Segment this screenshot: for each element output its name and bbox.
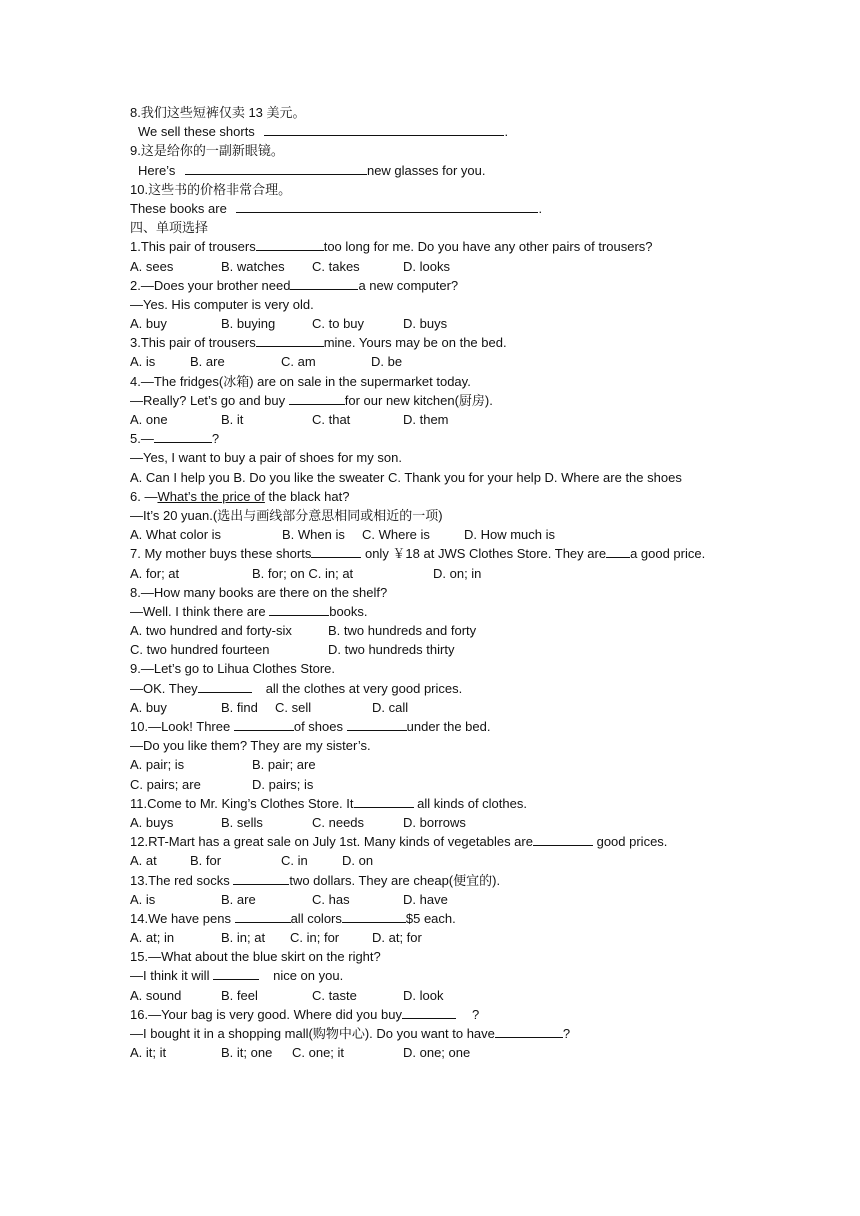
q16-option-c[interactable]: C. one; it <box>292 1045 345 1061</box>
q12-stem-b: good prices. <box>596 834 668 850</box>
q10-option-c[interactable]: C. pairs; are <box>130 776 201 792</box>
q2-reply: —Yes. His computer is very old. <box>130 296 314 312</box>
q12-option-b[interactable]: B. for <box>190 853 222 869</box>
mc-q10-options-row2 <box>130 775 730 794</box>
q12-blank[interactable] <box>533 833 593 846</box>
mc-q7-options <box>130 564 730 583</box>
q15-blank[interactable] <box>213 967 259 980</box>
q7-option-bc[interactable]: B. for; on C. in; at <box>252 565 354 581</box>
mc-q2-options <box>130 314 730 333</box>
q4-option-c[interactable]: C. that <box>312 412 351 427</box>
q1-option-d[interactable]: D. looks <box>403 258 450 274</box>
worksheet-content <box>130 103 730 1062</box>
q10-translation-line <box>130 199 730 218</box>
q8-translation-prompt: 8.我们这些短裤仅卖 13 美元。 <box>130 105 306 120</box>
q2-stem-b: a new computer? <box>358 277 459 293</box>
q16-blank-1[interactable] <box>402 1006 456 1019</box>
q13-stem-b: two dollars. They are cheap(便宜的). <box>289 872 501 888</box>
q12-option-d[interactable]: D. on <box>342 853 374 869</box>
q12-stem-a: 12.RT-Mart has a great sale on July 1st. Many kinds of vegetables are <box>130 834 533 850</box>
mc-q8-options-row2 <box>130 640 730 659</box>
mc-q8-reply <box>130 602 730 621</box>
q11-blank[interactable] <box>354 795 414 808</box>
q9-en-text: Here’s <box>138 162 176 178</box>
q9-option-c[interactable]: C. sell <box>275 699 312 715</box>
q9-blank[interactable] <box>198 680 252 693</box>
q14-stem-b: all colors <box>290 910 342 926</box>
q16-option-a[interactable]: A. it; it <box>130 1045 167 1061</box>
mc-q13-stem <box>130 871 730 890</box>
q11-stem-a: 11.Come to Mr. King’s Clothes Store. It <box>130 795 354 811</box>
q10-option-a[interactable]: A. pair; is <box>130 757 185 773</box>
q10-end-text: . <box>538 200 543 216</box>
q1-option-c[interactable]: C. takes <box>312 258 360 274</box>
q6-underlined-phrase: What’s the price of <box>157 488 265 504</box>
mc-q3-options <box>130 352 730 371</box>
q4-option-d[interactable]: D. them <box>403 412 449 427</box>
q8-en-text: We sell these shorts <box>138 124 255 140</box>
mc-q4-reply <box>130 391 730 410</box>
q7-option-d[interactable]: D. on; in <box>433 565 482 581</box>
q6-stem-b: the black hat? <box>264 488 350 504</box>
q16-blank-2[interactable] <box>495 1025 563 1038</box>
q14-stem-c: $5 each. <box>405 910 456 926</box>
q9-option-d[interactable]: D. call <box>372 699 409 715</box>
q14-option-d[interactable]: D. at; for <box>372 930 422 946</box>
mc-q16-stem <box>130 1005 730 1024</box>
q3-option-c[interactable]: C. am <box>281 354 316 370</box>
q12-option-c[interactable]: C. in <box>281 853 308 869</box>
q4-blank[interactable] <box>289 392 345 405</box>
q8-stem-b: books. <box>329 603 368 619</box>
q7-blank-2[interactable] <box>606 545 630 558</box>
q10-blank-2[interactable] <box>347 718 407 731</box>
q6-option-a[interactable]: A. What color is <box>130 527 222 543</box>
q9-option-b[interactable]: B. find <box>221 699 258 715</box>
mc-q5-options[interactable]: A. Can I help you B. Do you like the sweater C. Thank you for your help D. Where are the shoes <box>130 469 682 485</box>
q10-en-text: These books are <box>130 200 227 216</box>
q16-stem-d: ? <box>562 1026 571 1042</box>
q6-option-d[interactable]: D. How much is <box>464 527 556 543</box>
mc-q7-stem <box>130 544 730 563</box>
q13-option-a[interactable]: A. is <box>130 891 156 907</box>
q1-stem-b: too long for me. Do you have any other pairs of trousers? <box>323 239 653 255</box>
mc-q6-options <box>130 525 730 544</box>
q14-blank-1[interactable] <box>235 910 291 923</box>
q13-stem-a: 13.The red socks <box>130 872 230 888</box>
q2-option-d[interactable]: D. buys <box>403 316 448 332</box>
mc-q10-options-row1 <box>130 755 730 774</box>
mc-q10-stem <box>130 717 730 736</box>
q8-option-c[interactable]: C. two hundred fourteen <box>130 642 270 658</box>
q2-option-a[interactable]: A. buy <box>130 316 167 332</box>
q13-option-b[interactable]: B. are <box>221 891 256 907</box>
q9-option-a[interactable]: A. buy <box>130 699 167 715</box>
q1-option-b[interactable]: B. watches <box>221 258 285 274</box>
q1-stem-a: 1.This pair of trousers <box>130 239 256 255</box>
q10-translation-prompt: 10.这些书的价格非常合理。 <box>130 181 292 197</box>
q8-answer-blank[interactable] <box>264 123 504 136</box>
q2-blank[interactable] <box>290 277 358 290</box>
q1-blank[interactable] <box>256 238 324 251</box>
q3-option-d[interactable]: D. be <box>371 354 403 370</box>
q2-stem-a: 2.—Does your brother need <box>130 277 291 293</box>
mc-q15-stem: 15.—What about the blue skirt on the right? <box>130 949 381 965</box>
mc-q13-options <box>130 890 730 909</box>
q6-option-c[interactable]: C. Where is <box>362 527 430 543</box>
q11-option-d[interactable]: D. borrows <box>403 814 466 830</box>
q9-stem-a: —OK. They <box>130 680 198 696</box>
mc-q9-stem: 9.—Let’s go to Lihua Clothes Store. <box>130 661 335 677</box>
q11-option-b[interactable]: B. sells <box>221 814 263 830</box>
q10-option-d[interactable]: D. pairs; is <box>252 776 314 792</box>
q9-end-text: new glasses for you. <box>366 162 486 178</box>
q8-end-text: . <box>504 124 509 140</box>
mc-q8-options-row1 <box>130 621 730 640</box>
q10-answer-blank[interactable] <box>236 200 538 213</box>
mc-q2-stem <box>130 276 730 295</box>
q14-option-a[interactable]: A. at; in <box>130 930 175 946</box>
mc-q11-options <box>130 813 730 832</box>
q15-option-d[interactable]: D. look <box>403 987 444 1003</box>
q14-option-c[interactable]: C. in; for <box>290 930 340 946</box>
q8-option-d[interactable]: D. two hundreds thirty <box>328 642 455 658</box>
q4-stem-a: —Really? Let’s go and buy <box>130 392 286 408</box>
q14-blank-2[interactable] <box>342 910 406 923</box>
q5-stem-a: 5.— <box>130 431 154 447</box>
q8-stem-a: —Well. I think there are <box>130 603 266 619</box>
q7-stem-a: 7. My mother buys these shorts <box>130 546 312 562</box>
q9-translation-line <box>130 161 730 180</box>
q15-option-a[interactable]: A. sound <box>130 987 182 1003</box>
q3-option-b[interactable]: B. are <box>190 354 225 370</box>
mc-q12-stem <box>130 832 730 851</box>
q10-stem-b: of shoes <box>293 719 343 735</box>
q5-blank[interactable] <box>154 430 212 443</box>
mc-q9-options <box>130 698 730 717</box>
mc-q9-reply <box>130 679 730 698</box>
section-heading: 四、单项选择 <box>130 220 209 236</box>
q6-option-b[interactable]: B. When is <box>282 527 345 543</box>
q4-stem-b: for our new kitchen(厨房). <box>344 392 493 408</box>
q10-blank-1[interactable] <box>234 718 294 731</box>
q11-option-c[interactable]: C. needs <box>312 814 365 830</box>
q5-stem-b: ? <box>211 431 220 447</box>
mc-q11-stem <box>130 794 730 813</box>
mc-q16-reply <box>130 1024 730 1043</box>
q3-blank[interactable] <box>256 334 324 347</box>
q16-stem-c: —I bought it in a shopping mall(购物中心). Do you want to have <box>130 1026 495 1042</box>
mc-q1-options <box>130 257 730 276</box>
q16-stem-a: 16.—Your bag is very good. Where did you buy <box>130 1006 402 1022</box>
q14-stem-a: 14.We have pens <box>130 910 231 926</box>
mc-q4-stem: 4.—The fridges(冰箱) are on sale in the supermarket today. <box>130 373 471 389</box>
mc-q6-stem <box>130 487 730 506</box>
q3-stem-a: 3.This pair of trousers <box>130 335 256 351</box>
q10-stem-c: under the bed. <box>406 719 491 735</box>
q9-translation-prompt: 9.这是给你的一副新眼镜。 <box>130 143 284 159</box>
q11-option-a[interactable]: A. buys <box>130 814 174 830</box>
mc-q3-stem <box>130 333 730 352</box>
q13-option-d[interactable]: D. have <box>403 891 448 907</box>
q4-option-a[interactable]: A. one <box>130 412 168 427</box>
q15-option-c[interactable]: C. taste <box>312 987 357 1003</box>
mc-q1-stem <box>130 237 730 256</box>
q7-blank-1[interactable] <box>311 545 361 558</box>
q6-reply: —It’s 20 yuan.(选出与画线部分意思相同或相近的一项) <box>130 507 443 523</box>
q9-stem-b: all the clothes at very good prices. <box>265 680 463 696</box>
q15-stem-a: —I think it will <box>130 968 210 984</box>
q13-blank[interactable] <box>233 872 289 885</box>
q2-option-c[interactable]: C. to buy <box>312 316 365 332</box>
q1-option-a[interactable]: A. sees <box>130 258 174 274</box>
mc-q8-stem: 8.—How many books are there on the shelf? <box>130 584 388 600</box>
mc-q14-options <box>130 928 730 947</box>
q3-option-a[interactable]: A. is <box>130 354 156 370</box>
q2-option-b[interactable]: B. buying <box>221 316 276 332</box>
q6-stem-a: 6. — <box>130 488 158 504</box>
q13-option-c[interactable]: C. has <box>312 891 350 907</box>
q3-stem-b: mine. Yours may be on the bed. <box>323 335 507 351</box>
q8-option-a[interactable]: A. two hundred and forty-six <box>130 623 292 639</box>
q7-option-a[interactable]: A. for; at <box>130 565 180 581</box>
q10-stem-a: 10.—Look! Three <box>130 719 231 735</box>
q8-translation-line <box>130 122 730 141</box>
q10-reply: —Do you like them? They are my sister’s. <box>130 738 371 754</box>
q5-reply: —Yes, I want to buy a pair of shoes for my son. <box>130 450 402 466</box>
mc-q16-options <box>130 1043 730 1062</box>
q15-stem-b: nice on you. <box>273 968 344 984</box>
q12-option-a[interactable]: A. at <box>130 853 157 869</box>
q4-option-b[interactable]: B. it <box>221 412 244 427</box>
q14-option-b[interactable]: B. in; at <box>221 930 266 946</box>
mc-q15-reply <box>130 966 730 985</box>
q16-option-b[interactable]: B. it; one <box>221 1045 273 1061</box>
q15-option-b[interactable]: B. feel <box>221 987 258 1003</box>
mc-q12-options <box>130 851 730 870</box>
q8-option-b[interactable]: B. two hundreds and forty <box>328 623 477 639</box>
q7-stem-b: only ￥18 at JWS Clothes Store. They are <box>361 546 607 562</box>
q10-option-b[interactable]: B. pair; are <box>252 757 316 773</box>
mc-q5-stem <box>130 429 730 448</box>
q9-answer-blank[interactable] <box>185 162 367 175</box>
q8-blank[interactable] <box>269 603 329 616</box>
q11-stem-b: all kinds of clothes. <box>417 795 527 811</box>
q7-stem-c: a good price. <box>630 546 706 562</box>
mc-q14-stem <box>130 909 730 928</box>
q16-stem-b: ? <box>471 1006 480 1022</box>
mc-q15-options <box>130 986 730 1005</box>
mc-q4-options <box>130 410 730 429</box>
q16-option-d[interactable]: D. one; one <box>403 1045 471 1061</box>
